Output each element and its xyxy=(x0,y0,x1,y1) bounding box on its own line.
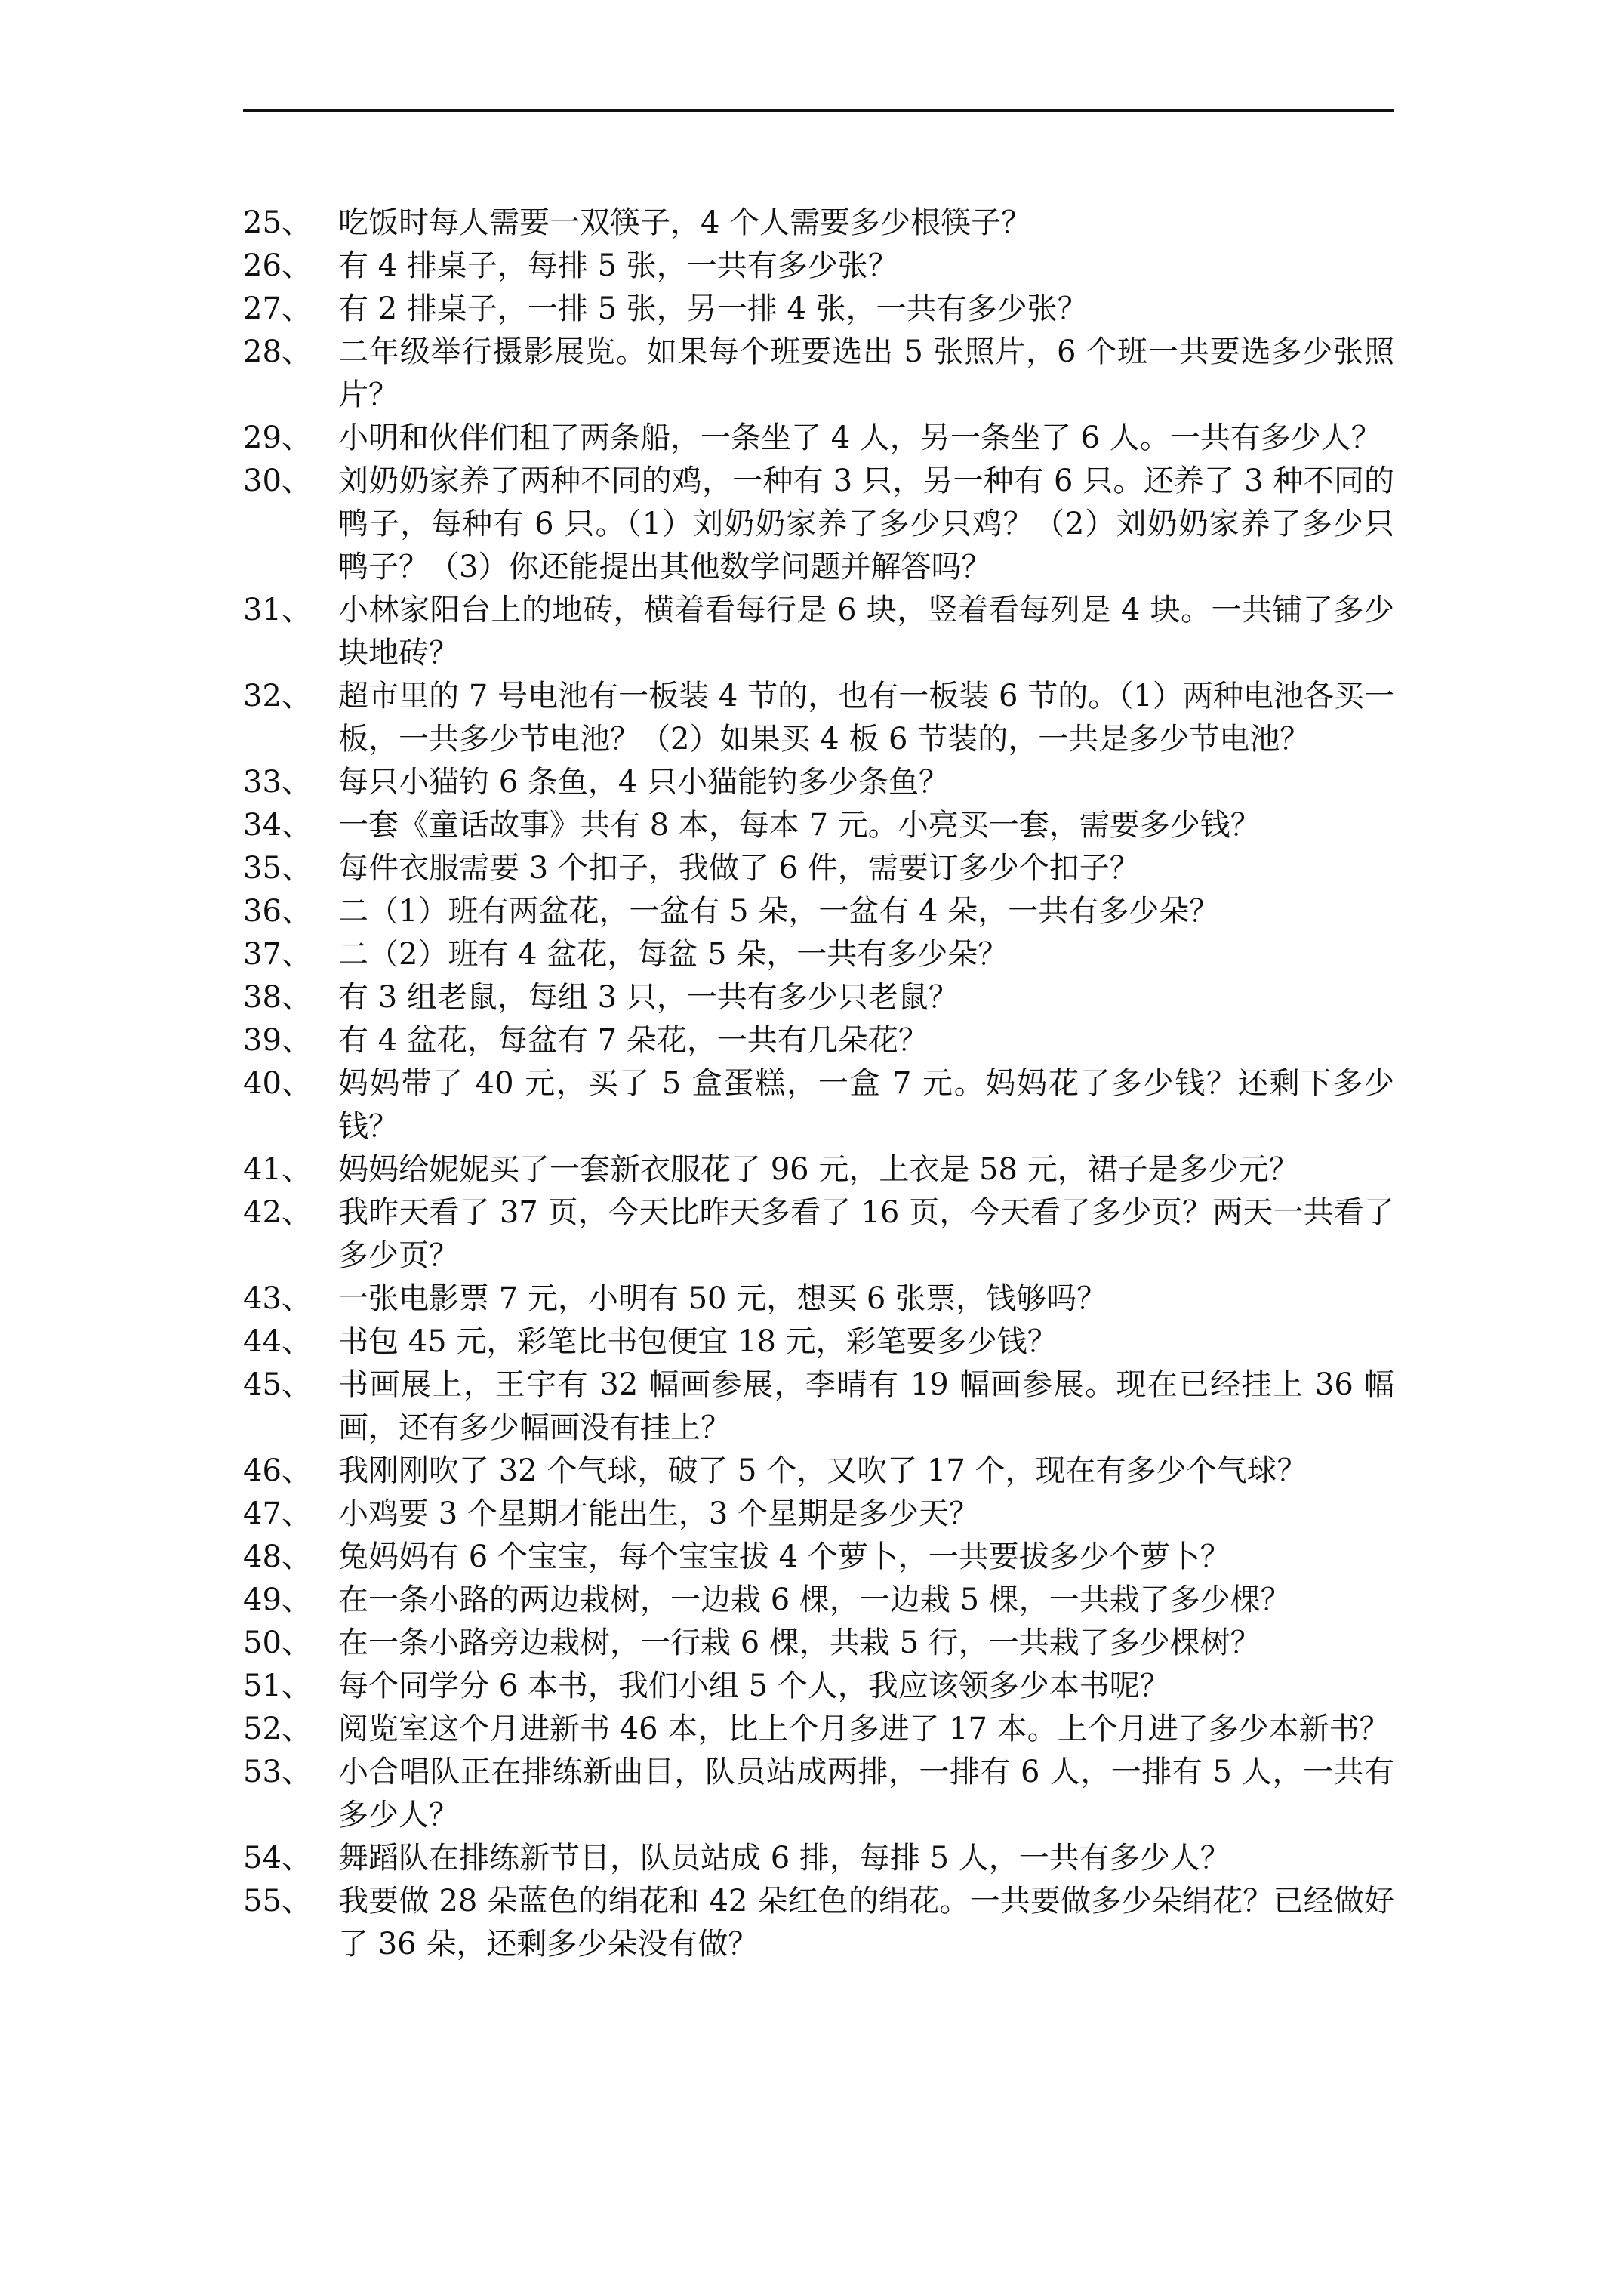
problem-number: 40、 xyxy=(243,1066,312,1101)
problem-number: 38、 xyxy=(243,980,312,1015)
problem-29 xyxy=(243,417,1394,460)
problem-31 xyxy=(243,589,1394,675)
problem-number: 44、 xyxy=(243,1324,312,1359)
problem-28 xyxy=(243,331,1394,417)
problem-50 xyxy=(243,1622,1394,1665)
problem-52 xyxy=(243,1708,1394,1751)
problem-number: 52、 xyxy=(243,1712,312,1746)
header-rule xyxy=(243,109,1394,112)
problem-30 xyxy=(243,460,1394,589)
problem-36 xyxy=(243,890,1394,933)
problem-text: 兔妈妈有 6 个宝宝，每个宝宝拔 4 个萝卜，一共要拔多少个萝卜？ xyxy=(338,1539,1230,1574)
problem-text: 舞蹈队在排练新节目，队员站成 6 排，每排 5 人，一共有多少人？ xyxy=(338,1841,1230,1875)
problem-text: 有 4 盆花，每盆有 7 朵花，一共有几朵花？ xyxy=(338,1023,929,1058)
problem-text: 妈妈带了 40 元，买了 5 盒蛋糕，一盒 7 元。妈妈花了多少钱？还剩下多少钱？ xyxy=(338,1066,1394,1144)
problem-number: 36、 xyxy=(243,894,312,929)
problem-text: 每件衣服需要 3 个扣子，我做了 6 件，需要订多少个扣子？ xyxy=(338,851,1140,886)
problem-text: 小明和伙伴们租了两条船，一条坐了 4 人，另一条坐了 6 人。一共有多少人？ xyxy=(338,421,1381,455)
problem-number: 26、 xyxy=(243,248,312,283)
problem-46 xyxy=(243,1450,1394,1493)
problem-38 xyxy=(243,976,1394,1019)
problem-number: 29、 xyxy=(243,421,312,455)
problem-text: 刘奶奶家养了两种不同的鸡，一种有 3 只，另一种有 6 只。还养了 3 种不同的鸭子，每种有 6 只。（1）刘奶奶家养了多少只鸡？（2）刘奶奶家养了多少只鸭子？（3）你还能提出其他数学问题并解答吗？ xyxy=(338,464,1394,584)
problem-43 xyxy=(243,1277,1394,1321)
problem-number: 30、 xyxy=(243,464,312,498)
problem-text: 小林家阳台上的地砖，横着看每行是 6 块，竖着看每列是 4 块。一共铺了多少块地砖？ xyxy=(338,593,1394,670)
problem-text: 吃饭时每人需要一双筷子，4 个人需要多少根筷子？ xyxy=(338,205,1032,240)
problem-number: 32、 xyxy=(243,679,312,713)
problem-text: 超市里的 7 号电池有一板装 4 节的，也有一板装 6 节的。（1）两种电池各买一板，一共多少节电池？（2）如果买 4 板 6 节装的，一共是多少节电池？ xyxy=(338,679,1394,757)
problem-number: 54、 xyxy=(243,1841,312,1875)
problem-44 xyxy=(243,1321,1394,1364)
problem-51 xyxy=(243,1665,1394,1708)
problem-49 xyxy=(243,1579,1394,1622)
problem-number: 33、 xyxy=(243,765,312,800)
problem-text: 阅览室这个月进新书 46 本，比上个月多进了 17 本。上个月进了多少本新书？ xyxy=(338,1712,1390,1746)
problem-number: 25、 xyxy=(243,205,312,240)
problem-text: 有 2 排桌子，一排 5 张，另一排 4 张，一共有多少张？ xyxy=(338,291,1088,326)
problem-list xyxy=(243,202,1394,1966)
problem-text: 小鸡要 3 个星期才能出生，3 个星期是多少天？ xyxy=(338,1496,980,1531)
problem-number: 43、 xyxy=(243,1281,312,1316)
problem-text: 每只小猫钓 6 条鱼，4 只小猫能钓多少条鱼？ xyxy=(338,765,950,800)
problem-text: 书包 45 元，彩笔比书包便宜 18 元，彩笔要多少钱？ xyxy=(338,1324,1058,1359)
problem-number: 42、 xyxy=(243,1195,312,1230)
problem-number: 45、 xyxy=(243,1367,312,1402)
problem-text: 有 4 排桌子，每排 5 张，一共有多少张？ xyxy=(338,248,898,283)
problem-number: 37、 xyxy=(243,937,312,972)
problem-number: 35、 xyxy=(243,851,312,886)
problem-number: 49、 xyxy=(243,1583,312,1617)
problem-text: 一张电影票 7 元，小明有 50 元，想买 6 张票，钱够吗？ xyxy=(338,1281,1107,1316)
problem-number: 50、 xyxy=(243,1626,312,1660)
problem-53 xyxy=(243,1751,1394,1837)
problem-27 xyxy=(243,288,1394,331)
problem-text: 小合唱队正在排练新曲目，队员站成两排，一排有 6 人，一排有 5 人，一共有多少人？ xyxy=(338,1755,1394,1832)
problem-55 xyxy=(243,1880,1394,1966)
problem-32 xyxy=(243,675,1394,761)
problem-number: 28、 xyxy=(243,334,312,369)
problem-number: 41、 xyxy=(243,1152,312,1187)
problem-number: 27、 xyxy=(243,291,312,326)
problem-text: 每个同学分 6 本书，我们小组 5 个人，我应该领多少本书呢？ xyxy=(338,1669,1170,1703)
problem-54 xyxy=(243,1837,1394,1880)
problem-text: 二（2）班有 4 盆花，每盆 5 朵，一共有多少朵？ xyxy=(338,937,1009,972)
problem-number: 47、 xyxy=(243,1496,312,1531)
problem-text: 书画展上，王宇有 32 幅画参展，李晴有 19 幅画参展。现在已经挂上 36 幅画，还有多少幅画没有挂上？ xyxy=(338,1367,1394,1445)
problem-45 xyxy=(243,1364,1394,1450)
problem-26 xyxy=(243,245,1394,288)
problem-25 xyxy=(243,202,1394,245)
problem-33 xyxy=(243,761,1394,804)
problem-42 xyxy=(243,1191,1394,1277)
problem-41 xyxy=(243,1148,1394,1191)
problem-text: 二年级举行摄影展览。如果每个班要选出 5 张照片，6 个班一共要选多少张照片？ xyxy=(338,334,1394,412)
problem-text: 在一条小路旁边栽树，一行栽 6 棵，共栽 5 行，一共栽了多少棵树？ xyxy=(338,1626,1261,1660)
problem-text: 有 3 组老鼠，每组 3 只，一共有多少只老鼠？ xyxy=(338,980,959,1015)
problem-number: 39、 xyxy=(243,1023,312,1058)
problem-text: 我要做 28 朵蓝色的绢花和 42 朵红色的绢花。一共要做多少朵绢花？已经做好了 36 朵，还剩多少朵没有做？ xyxy=(338,1884,1394,1962)
problem-37 xyxy=(243,933,1394,976)
problem-number: 51、 xyxy=(243,1669,312,1703)
problem-34 xyxy=(243,804,1394,847)
problem-number: 46、 xyxy=(243,1453,312,1488)
problem-number: 53、 xyxy=(243,1755,312,1789)
problem-number: 48、 xyxy=(243,1539,312,1574)
problem-text: 在一条小路的两边栽树，一边栽 6 棵，一边栽 5 棵，一共栽了多少棵？ xyxy=(338,1583,1291,1617)
problem-number: 34、 xyxy=(243,808,312,843)
problem-35 xyxy=(243,847,1394,890)
problem-text: 二（1）班有两盆花，一盆有 5 朵，一盆有 4 朵，一共有多少朵？ xyxy=(338,894,1220,929)
problem-text: 妈妈给妮妮买了一套新衣服花了 96 元，上衣是 58 元，裙子是多少元？ xyxy=(338,1152,1299,1187)
problem-number: 31、 xyxy=(243,593,312,627)
problem-text: 一套《童话故事》共有 8 本，每本 7 元。小亮买一套，需要多少钱？ xyxy=(338,808,1261,843)
problem-48 xyxy=(243,1536,1394,1579)
problem-text: 我刚刚吹了 32 个气球，破了 5 个，又吹了 17 个，现在有多少个气球？ xyxy=(338,1453,1307,1488)
problem-40 xyxy=(243,1062,1394,1148)
problem-number: 55、 xyxy=(243,1884,312,1918)
problem-text: 我昨天看了 37 页，今天比昨天多看了 16 页，今天看了多少页？两天一共看了多少页？ xyxy=(338,1195,1394,1273)
problem-39 xyxy=(243,1019,1394,1062)
problem-47 xyxy=(243,1493,1394,1536)
